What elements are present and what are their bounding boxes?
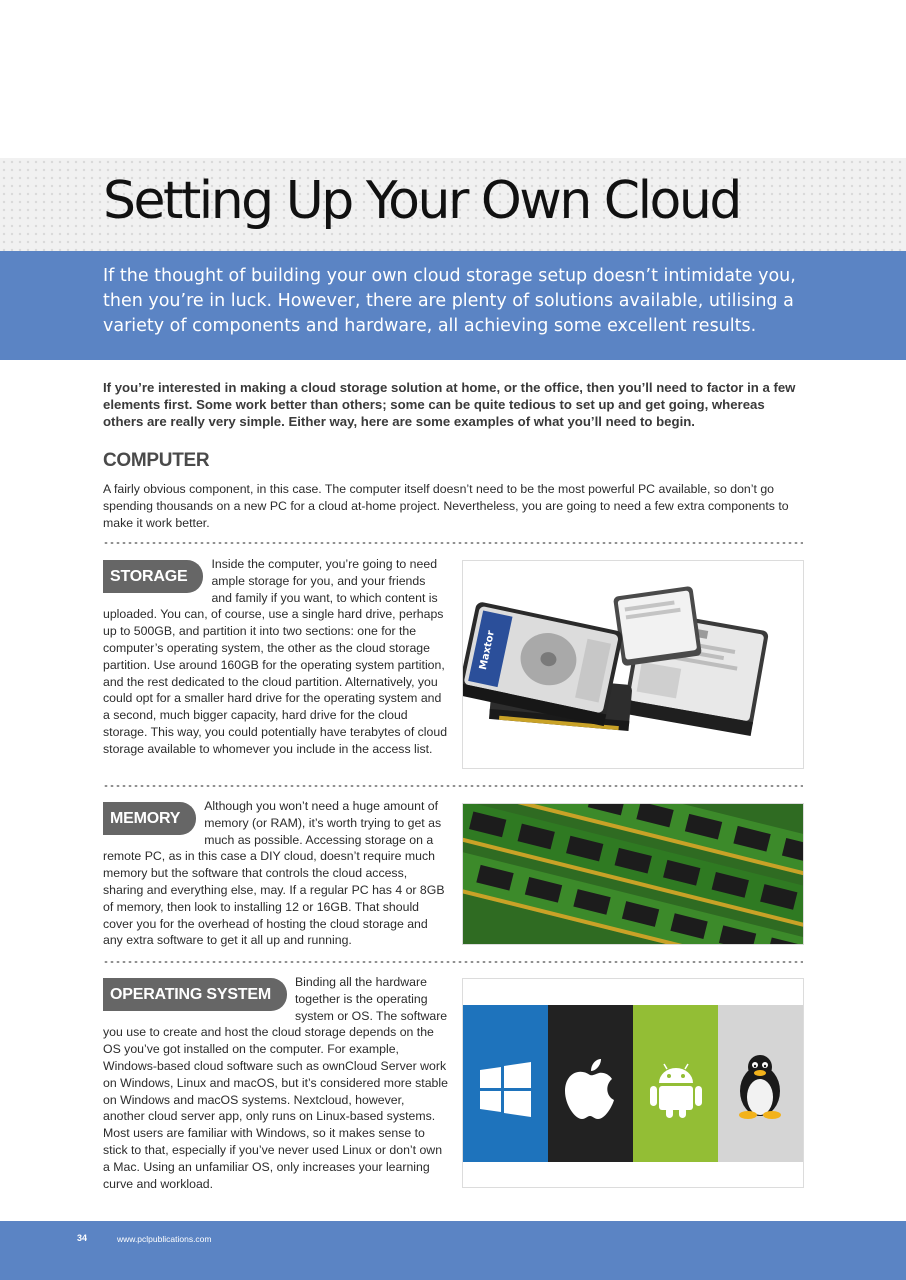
memory-label: MEMORY <box>103 802 196 835</box>
ram-modules-illustration <box>463 804 803 944</box>
footer-band <box>0 1221 906 1280</box>
hard-drives-illustration <box>463 561 803 768</box>
windows-logo <box>463 1005 548 1162</box>
footer-url: www.pclpublications.com <box>117 1234 212 1244</box>
storage-section <box>103 556 448 758</box>
ram-modules-photo <box>462 803 804 945</box>
os-logos-photo <box>462 978 804 1188</box>
hard-drives-photo <box>462 560 804 769</box>
memory-section <box>103 798 448 949</box>
page-title: Setting Up Your Own Cloud <box>103 171 740 231</box>
storage-body: Inside the computer, you’re going to need ample storage for you, and your friends and family if you want, to which content is uploaded. You can, of course, use a single hard drive, perhaps up to 500GB, and partition it into two sections: one for the computer’s operating system, the other as the cloud storage partition. Use around 160GB for the operating system partition, and the rest dedicated to the cloud partition. Alternatively, you could opt for a smaller hard drive for the operating system and a second, much bigger capacity, hard drive for the cloud storage. This way, you could potentially have terabytes of cloud storage available to whomever you include in the access list. <box>103 557 448 756</box>
os-label: OPERATING SYSTEM <box>103 978 287 1011</box>
section-divider <box>103 784 803 788</box>
os-section <box>103 974 448 1192</box>
linux-tux-logo <box>718 1005 803 1162</box>
apple-logo <box>548 1005 633 1162</box>
os-logos-illustration <box>463 979 803 1187</box>
section-divider <box>103 541 803 545</box>
memory-body: Although you won’t need a huge amount of memory (or RAM), it’s worth trying to get as much as possible. Accessing storage on a remote PC, as in this case a DIY cloud, doesn’t require much memory but the software that controls the cloud access, sharing and everything else, may. If a regular PC has 4 or 8GB of memory, then look to installing 12 or 16GB. That should cover you for the overhead of hosting the cloud storage and any extra software to get it all up and running. <box>103 799 445 948</box>
android-logo <box>633 1005 718 1162</box>
page-number: 34 <box>77 1233 88 1243</box>
lead-paragraph: If you’re interested in making a cloud storage solution at home, or the office, then you’ll need to factor in a few elements first. Some work better than others; some can be quite tedious to set up and get going, whereas others are really very simple. Either way, here are some examples of what you’ll need to begin. <box>103 380 796 429</box>
section-divider <box>103 960 803 964</box>
os-body: Binding all the hardware together is the operating system or OS. The software you use to create and host the cloud storage depends on the OS you’ve got installed on the computer. For example, Windows-based cloud software such as ownCloud Server work on Windows, Linux and macOS, but it’s considered more stable on Windows and macOS systems. Nextcloud, however, another cloud server app, only runs on Linux-based systems. Most users are familiar with Windows, so it makes sense to stick to that, especially if you’ve never used Linux or don’t own a Mac. Using an unfamiliar OS, only increases your learning curve and workload. <box>103 975 448 1191</box>
storage-label: STORAGE <box>103 560 203 593</box>
computer-heading: COMPUTER <box>103 450 210 471</box>
computer-body: A fairly obvious component, in this case. The computer itself doesn’t need to be the most powerful PC available, so don’t go spending thousands on a new PC for a cloud at-home project. Nevertheless, you are going to need a few extra components to make it work better. <box>103 482 789 530</box>
maxtor-logo: Maxtor <box>477 629 497 671</box>
intro-text: If the thought of building your own cloud storage setup doesn’t intimidate you, then you’re in luck. However, there are plenty of solutions available, utilising a variety of components and hardware, all achieving some excellent results. <box>103 266 796 336</box>
